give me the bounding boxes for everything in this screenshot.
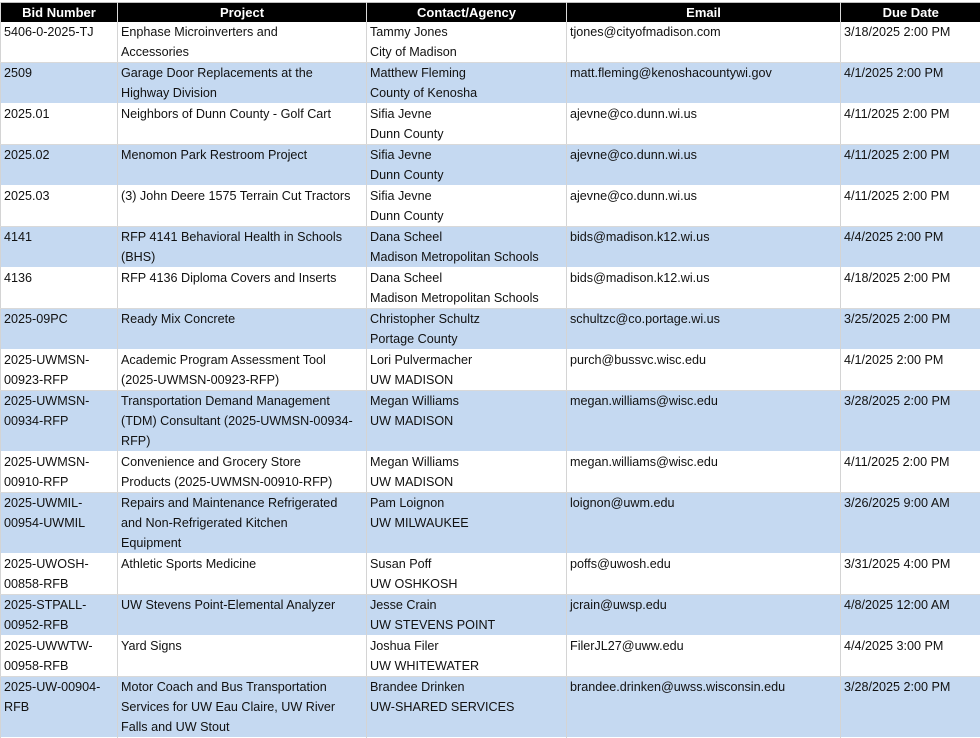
project-cell[interactable]: UW Stevens Point-Elemental Analyzer — [118, 595, 367, 636]
project-cell[interactable]: Repairs and Maintenance Refrigerated and Non-Refrigerated Kitchen Equipment — [118, 493, 367, 554]
due-date-cell[interactable]: 4/1/2025 2:00 PM — [841, 350, 980, 391]
bid-number-cell[interactable]: 2025-UWMIL- 00954-UWMIL — [1, 493, 118, 554]
project-cell[interactable]: Garage Door Replacements at the Highway Division — [118, 63, 367, 104]
email-cell[interactable]: brandee.drinken@uwss.wisconsin.edu — [567, 677, 841, 738]
contact-cell[interactable]: Jesse Crain UW STEVENS POINT — [367, 595, 567, 636]
bid-number-cell[interactable]: 2025-UWWTW- 00958-RFB — [1, 636, 118, 677]
email-cell[interactable]: bids@madison.k12.wi.us — [567, 268, 841, 309]
email-cell[interactable]: purch@bussvc.wisc.edu — [567, 350, 841, 391]
table-row — [1, 22, 980, 63]
table-row — [1, 227, 980, 268]
due-date-cell[interactable]: 4/4/2025 3:00 PM — [841, 636, 980, 677]
project-cell[interactable]: Yard Signs — [118, 636, 367, 677]
contact-cell[interactable]: Dana Scheel Madison Metropolitan Schools — [367, 268, 567, 309]
project-cell[interactable]: RFP 4141 Behavioral Health in Schools (BHS) — [118, 227, 367, 268]
project-cell[interactable]: Enphase Microinverters and Accessories — [118, 22, 367, 63]
due-date-cell[interactable]: 4/11/2025 2:00 PM — [841, 104, 980, 145]
email-cell[interactable]: megan.williams@wisc.edu — [567, 452, 841, 493]
project-cell[interactable]: Athletic Sports Medicine — [118, 554, 367, 595]
email-cell[interactable]: jcrain@uwsp.edu — [567, 595, 841, 636]
project-cell[interactable]: Convenience and Grocery Store Products (2025-UWMSN-00910-RFP) — [118, 452, 367, 493]
contact-cell[interactable]: Sifia Jevne Dunn County — [367, 104, 567, 145]
header-contact-agency[interactable]: Contact/Agency — [367, 3, 567, 23]
project-cell[interactable]: Ready Mix Concrete — [118, 309, 367, 350]
due-date-cell[interactable]: 3/18/2025 2:00 PM — [841, 22, 980, 63]
bid-number-cell[interactable]: 4136 — [1, 268, 118, 309]
contact-cell[interactable]: Pam Loignon UW MILWAUKEE — [367, 493, 567, 554]
contact-cell[interactable]: Matthew Fleming County of Kenosha — [367, 63, 567, 104]
due-date-cell[interactable]: 4/11/2025 2:00 PM — [841, 145, 980, 186]
table-row — [1, 63, 980, 104]
bid-number-cell[interactable]: 2025-STPALL- 00952-RFB — [1, 595, 118, 636]
due-date-cell[interactable]: 4/11/2025 2:00 PM — [841, 186, 980, 227]
table-row — [1, 309, 980, 350]
contact-cell[interactable]: Sifia Jevne Dunn County — [367, 186, 567, 227]
header-due-date[interactable]: Due Date — [841, 3, 980, 23]
email-cell[interactable]: megan.williams@wisc.edu — [567, 391, 841, 452]
contact-cell[interactable]: Lori Pulvermacher UW MADISON — [367, 350, 567, 391]
bid-number-cell[interactable]: 2025-UWMSN- 00934-RFP — [1, 391, 118, 452]
project-cell[interactable]: Academic Program Assessment Tool (2025-UWMSN-00923-RFP) — [118, 350, 367, 391]
due-date-cell[interactable]: 4/11/2025 2:00 PM — [841, 452, 980, 493]
table-row — [1, 452, 980, 493]
contact-cell[interactable]: Megan Williams UW MADISON — [367, 452, 567, 493]
table-row — [1, 493, 980, 554]
email-cell[interactable]: schultzc@co.portage.wi.us — [567, 309, 841, 350]
email-cell[interactable]: FilerJL27@uww.edu — [567, 636, 841, 677]
contact-cell[interactable]: Christopher Schultz Portage County — [367, 309, 567, 350]
contact-cell[interactable]: Tammy Jones City of Madison — [367, 22, 567, 63]
bid-number-cell[interactable]: 2025.02 — [1, 145, 118, 186]
header-project[interactable]: Project — [118, 3, 367, 23]
due-date-cell[interactable]: 3/31/2025 4:00 PM — [841, 554, 980, 595]
bid-number-cell[interactable]: 2025-UWMSN- 00910-RFP — [1, 452, 118, 493]
email-cell[interactable]: tjones@cityofmadison.com — [567, 22, 841, 63]
bid-number-cell[interactable]: 5406-0-2025-TJ — [1, 22, 118, 63]
bid-number-cell[interactable]: 2025.01 — [1, 104, 118, 145]
table-row — [1, 186, 980, 227]
contact-cell[interactable]: Brandee Drinken UW-SHARED SERVICES — [367, 677, 567, 738]
contact-cell[interactable]: Dana Scheel Madison Metropolitan Schools — [367, 227, 567, 268]
project-cell[interactable]: Neighbors of Dunn County - Golf Cart — [118, 104, 367, 145]
header-row — [1, 3, 980, 23]
project-cell[interactable]: Menomon Park Restroom Project — [118, 145, 367, 186]
table-row — [1, 554, 980, 595]
project-cell[interactable]: (3) John Deere 1575 Terrain Cut Tractors — [118, 186, 367, 227]
contact-cell[interactable]: Joshua Filer UW WHITEWATER — [367, 636, 567, 677]
table-body — [1, 22, 980, 738]
due-date-cell[interactable]: 3/25/2025 2:00 PM — [841, 309, 980, 350]
bid-number-cell[interactable]: 2025-UW-00904- RFB — [1, 677, 118, 738]
bid-number-cell[interactable]: 2509 — [1, 63, 118, 104]
email-cell[interactable]: matt.fleming@kenoshacountywi.gov — [567, 63, 841, 104]
due-date-cell[interactable]: 3/28/2025 2:00 PM — [841, 677, 980, 738]
email-cell[interactable]: ajevne@co.dunn.wi.us — [567, 145, 841, 186]
table-row — [1, 595, 980, 636]
bid-number-cell[interactable]: 2025-09PC — [1, 309, 118, 350]
table-row — [1, 636, 980, 677]
header-email[interactable]: Email — [567, 3, 841, 23]
email-cell[interactable]: ajevne@co.dunn.wi.us — [567, 186, 841, 227]
due-date-cell[interactable]: 4/18/2025 2:00 PM — [841, 268, 980, 309]
due-date-cell[interactable]: 3/26/2025 9:00 AM — [841, 493, 980, 554]
project-cell[interactable]: RFP 4136 Diploma Covers and Inserts — [118, 268, 367, 309]
project-cell[interactable]: Motor Coach and Bus Transportation Services for UW Eau Claire, UW River Falls and UW Stout — [118, 677, 367, 738]
table-row — [1, 268, 980, 309]
project-cell[interactable]: Transportation Demand Management (TDM) Consultant (2025-UWMSN-00934- RFP) — [118, 391, 367, 452]
header-bid-number[interactable]: Bid Number — [1, 3, 118, 23]
table-row — [1, 104, 980, 145]
table-row — [1, 391, 980, 452]
due-date-cell[interactable]: 4/8/2025 12:00 AM — [841, 595, 980, 636]
contact-cell[interactable]: Susan Poff UW OSHKOSH — [367, 554, 567, 595]
due-date-cell[interactable]: 4/4/2025 2:00 PM — [841, 227, 980, 268]
contact-cell[interactable]: Megan Williams UW MADISON — [367, 391, 567, 452]
bid-number-cell[interactable]: 2025.03 — [1, 186, 118, 227]
contact-cell[interactable]: Sifia Jevne Dunn County — [367, 145, 567, 186]
bids-table — [0, 2, 980, 738]
bid-number-cell[interactable]: 2025-UWMSN- 00923-RFP — [1, 350, 118, 391]
email-cell[interactable]: poffs@uwosh.edu — [567, 554, 841, 595]
bid-number-cell[interactable]: 2025-UWOSH- 00858-RFB — [1, 554, 118, 595]
email-cell[interactable]: bids@madison.k12.wi.us — [567, 227, 841, 268]
due-date-cell[interactable]: 3/28/2025 2:00 PM — [841, 391, 980, 452]
bid-number-cell[interactable]: 4141 — [1, 227, 118, 268]
table-row — [1, 350, 980, 391]
email-cell[interactable]: ajevne@co.dunn.wi.us — [567, 104, 841, 145]
table-row — [1, 145, 980, 186]
due-date-cell[interactable]: 4/1/2025 2:00 PM — [841, 63, 980, 104]
table-row — [1, 677, 980, 738]
email-cell[interactable]: loignon@uwm.edu — [567, 493, 841, 554]
